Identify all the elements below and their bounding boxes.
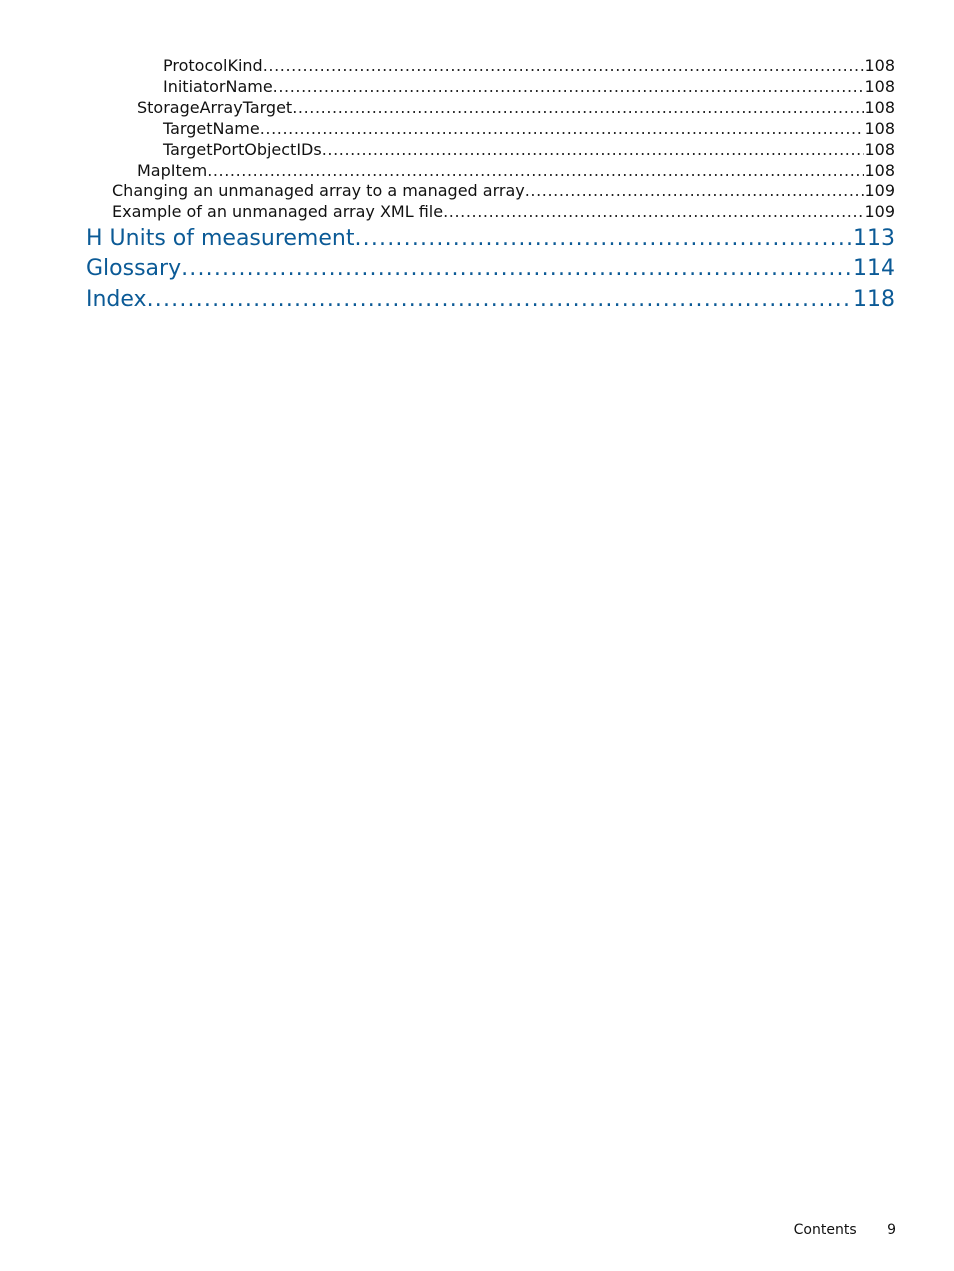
toc-entry-mapitem[interactable] (137, 161, 895, 181)
toc-entry-label: Example of an unmanaged array XML file (112, 202, 444, 221)
toc-entry-targetname[interactable] (163, 119, 895, 139)
dot-leader (181, 255, 853, 283)
toc-entry-page: 108 (864, 140, 895, 159)
toc-entry-label: MapItem (137, 161, 208, 180)
toc-chapter-units-of-measurement[interactable] (86, 225, 895, 253)
footer-page-number: 9 (887, 1222, 896, 1238)
toc-chapter-label: Glossary (86, 256, 182, 281)
toc-entry-example-unmanaged-array-xml[interactable] (112, 202, 895, 222)
toc-entry-label: Changing an unmanaged array to a managed array (112, 181, 525, 200)
toc-entry-page: 108 (864, 119, 895, 138)
toc-entry-protocolkind[interactable] (163, 56, 895, 76)
toc-entry-page: 108 (864, 77, 895, 96)
toc-entry-label: TargetPortObjectIDs (163, 140, 322, 159)
toc-chapter-index[interactable] (86, 286, 895, 314)
dot-leader (525, 181, 865, 201)
toc-entry-page: 109 (864, 202, 895, 221)
toc-entry-page: 108 (864, 98, 895, 117)
dot-leader (263, 56, 865, 76)
dot-leader (207, 161, 864, 181)
toc-entry-storagearraytarget[interactable] (137, 98, 895, 118)
toc-entry-label: TargetName (163, 119, 260, 138)
toc-chapter-glossary[interactable] (86, 255, 895, 283)
toc-entry-changing-unmanaged-array[interactable] (112, 181, 895, 201)
toc-entry-label: ProtocolKind (163, 56, 263, 75)
toc-chapter-label: H Units of measurement (86, 226, 355, 251)
page-footer (794, 1222, 896, 1238)
dot-leader (273, 77, 865, 97)
toc-entry-label: StorageArrayTarget (137, 98, 293, 117)
toc-chapter-page: 118 (853, 287, 895, 312)
toc-entry-page: 108 (864, 161, 895, 180)
toc-entry-page: 109 (864, 181, 895, 200)
toc-entry-label: InitiatorName (163, 77, 273, 96)
dot-leader (147, 286, 853, 314)
toc-entry-initiatorname[interactable] (163, 77, 895, 97)
dot-leader (292, 98, 864, 118)
dot-leader (354, 225, 853, 253)
toc-entry-page: 108 (864, 56, 895, 75)
toc-entry-targetportobjectids[interactable] (163, 140, 895, 160)
footer-section-label: Contents (793, 1222, 857, 1238)
dot-leader (322, 140, 865, 160)
dot-leader (443, 202, 864, 222)
dot-leader (260, 119, 865, 139)
toc-chapter-page: 113 (853, 226, 895, 251)
toc-chapter-page: 114 (853, 256, 895, 281)
toc-chapter-label: Index (86, 287, 147, 312)
